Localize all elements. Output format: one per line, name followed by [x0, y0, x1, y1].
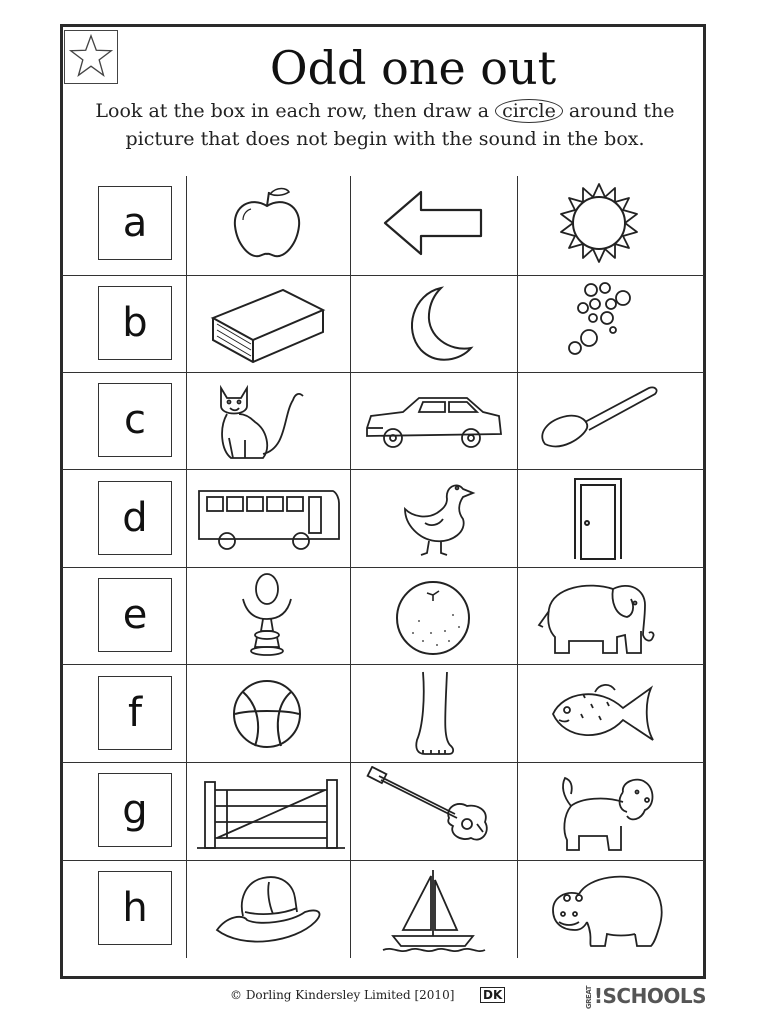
letter-box-b: b	[98, 286, 172, 360]
bubbles-icon	[519, 278, 679, 368]
moon-icon	[353, 278, 513, 368]
cat-picture[interactable]	[187, 376, 347, 466]
elephant-picture[interactable]	[519, 571, 679, 661]
book-picture[interactable]	[187, 278, 347, 368]
row-divider	[62, 664, 704, 665]
dk-logo: DK	[480, 987, 505, 1003]
letter-box-c: c	[98, 383, 172, 457]
footer	[60, 986, 706, 1010]
gate-picture[interactable]	[187, 766, 347, 856]
door-icon	[519, 473, 679, 563]
row-divider	[62, 275, 704, 276]
dog-icon	[519, 766, 679, 856]
letter-box-e: e	[98, 578, 172, 652]
ball-icon	[187, 668, 347, 758]
row-divider	[62, 762, 704, 763]
instruction-text: Look at the box in each row, then draw a	[95, 100, 490, 122]
instruction-line-2: picture that does not begin with the sound in the box.	[125, 128, 645, 150]
letter-box-f: f	[98, 676, 172, 750]
orange-icon	[353, 571, 513, 661]
apple-picture[interactable]	[187, 178, 347, 268]
page-title: Odd one out	[269, 41, 557, 95]
brand-schools: !SCHOOLS	[593, 984, 706, 1008]
door-picture[interactable]	[519, 473, 679, 563]
fish-icon	[519, 668, 679, 758]
bus-icon	[187, 473, 347, 563]
arrow-icon	[353, 178, 513, 268]
egg-icon	[187, 571, 347, 661]
row-divider	[62, 860, 704, 861]
letter-box-g: g	[98, 773, 172, 847]
spoon-picture[interactable]	[519, 376, 679, 466]
letter-box-d: d	[98, 481, 172, 555]
hippo-icon	[519, 864, 679, 954]
guitar-picture[interactable]	[353, 766, 513, 856]
guitar-icon	[353, 766, 513, 856]
egg-picture[interactable]	[187, 571, 347, 661]
ball-picture[interactable]	[187, 668, 347, 758]
hat-icon	[187, 864, 347, 954]
row-divider	[62, 469, 704, 470]
boat-icon	[353, 864, 513, 954]
moon-picture[interactable]	[353, 278, 513, 368]
foot-icon	[353, 668, 513, 758]
elephant-icon	[519, 571, 679, 661]
hat-picture[interactable]	[187, 864, 347, 954]
copyright-text: © Dorling Kindersley Limited [2010]	[230, 988, 455, 1002]
dog-picture[interactable]	[519, 766, 679, 856]
book-icon	[187, 278, 347, 368]
instruction-text-end: around the	[568, 100, 675, 122]
picture-grid	[62, 176, 704, 958]
star-badge	[64, 30, 118, 84]
boat-picture[interactable]	[353, 864, 513, 954]
circled-word: circle	[495, 99, 563, 123]
letter-box-a: a	[98, 186, 172, 260]
duck-icon	[353, 473, 513, 563]
car-picture[interactable]	[353, 376, 513, 466]
car-icon	[353, 376, 513, 466]
bus-picture[interactable]	[187, 473, 347, 563]
gate-icon	[187, 766, 347, 856]
sun-picture[interactable]	[519, 178, 679, 268]
sun-icon	[519, 178, 679, 268]
brand-great: GREAT	[584, 985, 593, 1010]
row-divider	[62, 372, 704, 373]
fish-picture[interactable]	[519, 668, 679, 758]
letter-box-h: h	[98, 871, 172, 945]
row-divider	[62, 567, 704, 568]
cat-icon	[187, 376, 347, 466]
orange-picture[interactable]	[353, 571, 513, 661]
apple-icon	[187, 178, 347, 268]
column-divider	[517, 176, 518, 958]
arrow-picture[interactable]	[353, 178, 513, 268]
hippo-picture[interactable]	[519, 864, 679, 954]
star-icon	[65, 31, 117, 83]
spoon-icon	[519, 376, 679, 466]
duck-picture[interactable]	[353, 473, 513, 563]
instruction-line-1	[70, 98, 700, 124]
foot-picture[interactable]	[353, 668, 513, 758]
greatschools-logo	[585, 984, 706, 1009]
bubbles-picture[interactable]	[519, 278, 679, 368]
column-divider	[350, 176, 351, 958]
